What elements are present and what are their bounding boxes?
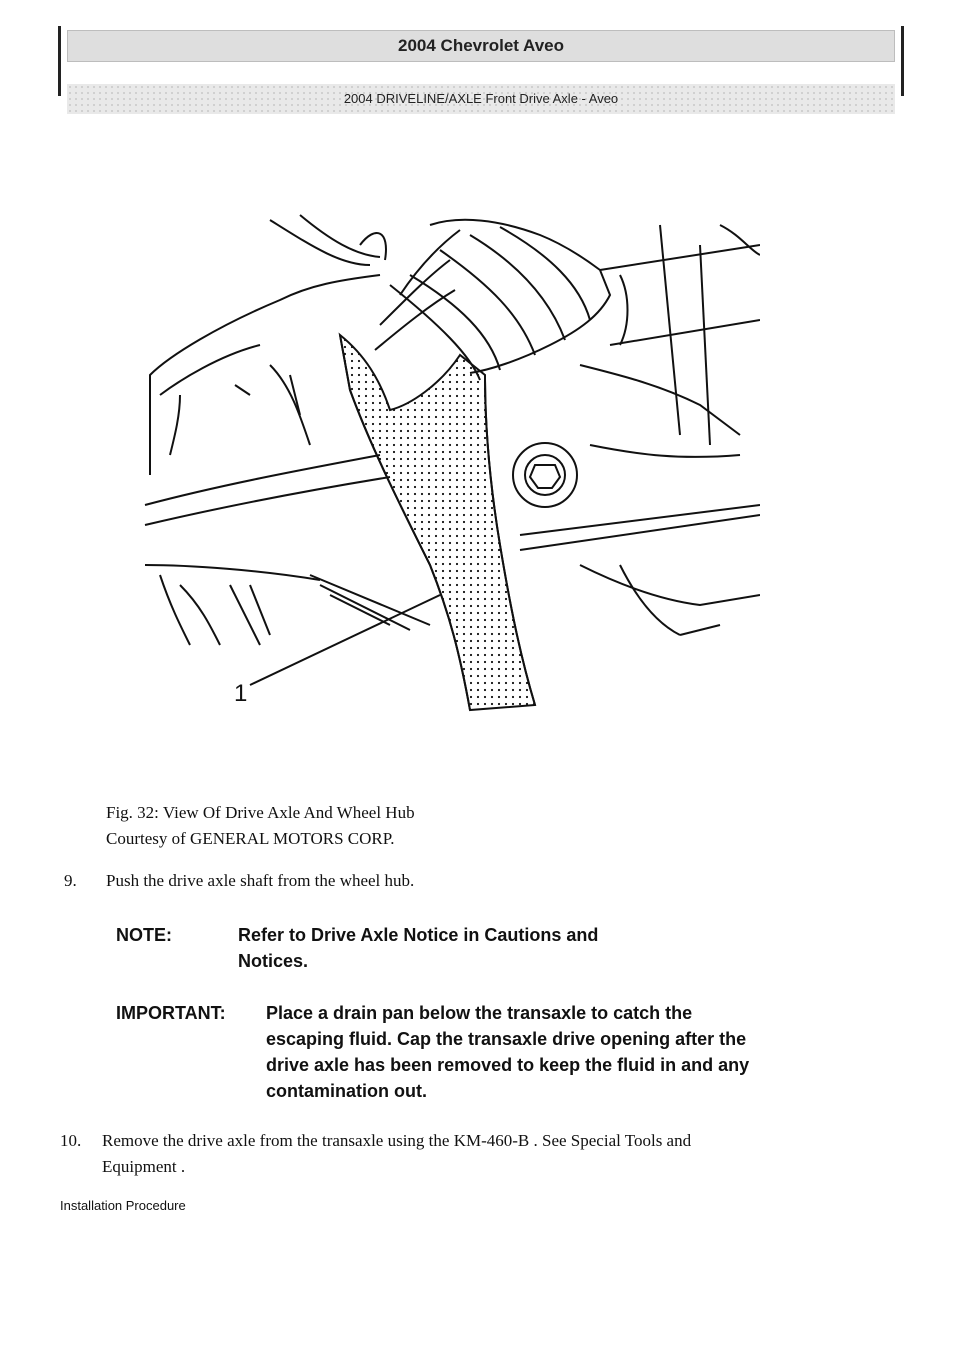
step-number: 10. <box>60 1131 82 1150</box>
important-line: Place a drain pan below the transaxle to catch the <box>266 1003 693 1023</box>
page-header <box>58 26 904 106</box>
section-heading: Installation Procedure <box>60 1198 186 1213</box>
note-label: NOTE: <box>116 925 172 945</box>
figure-caption <box>106 800 415 852</box>
note-body <box>238 922 598 974</box>
step-text-line: Remove the drive axle from the transaxle using the KM-460-B . See Special Tools and <box>102 1131 692 1150</box>
caption-title: Fig. 32: View Of Drive Axle And Wheel Hub <box>106 803 415 822</box>
note-line: Notices. <box>238 951 309 971</box>
step-text-line: Equipment . <box>102 1157 186 1176</box>
important-block <box>116 1000 896 1110</box>
important-line: escaping fluid. Cap the transaxle drive opening after the <box>266 1029 747 1049</box>
caption-credit: Courtesy of GENERAL MOTORS CORP. <box>106 829 395 848</box>
step-number: 9. <box>64 871 77 890</box>
drive-axle-illustration <box>140 205 760 725</box>
header-title: 2004 Chevrolet Aveo <box>67 30 895 62</box>
important-line: drive axle has been removed to keep the fluid in and any <box>266 1055 750 1075</box>
important-label: IMPORTANT: <box>116 1003 226 1023</box>
callout-number: 1 <box>234 680 248 707</box>
step-10 <box>60 1128 920 1180</box>
important-body <box>266 1000 749 1104</box>
header-subtitle: 2004 DRIVELINE/AXLE Front Drive Axle - Aveo <box>67 84 895 114</box>
note-block <box>116 922 876 978</box>
step-9 <box>64 868 914 894</box>
step-text <box>102 1128 691 1180</box>
note-line: Refer to Drive Axle Notice in Cautions and <box>238 925 599 945</box>
important-line: contamination out. <box>266 1081 427 1101</box>
step-text: Push the drive axle shaft from the wheel hub. <box>106 871 415 890</box>
